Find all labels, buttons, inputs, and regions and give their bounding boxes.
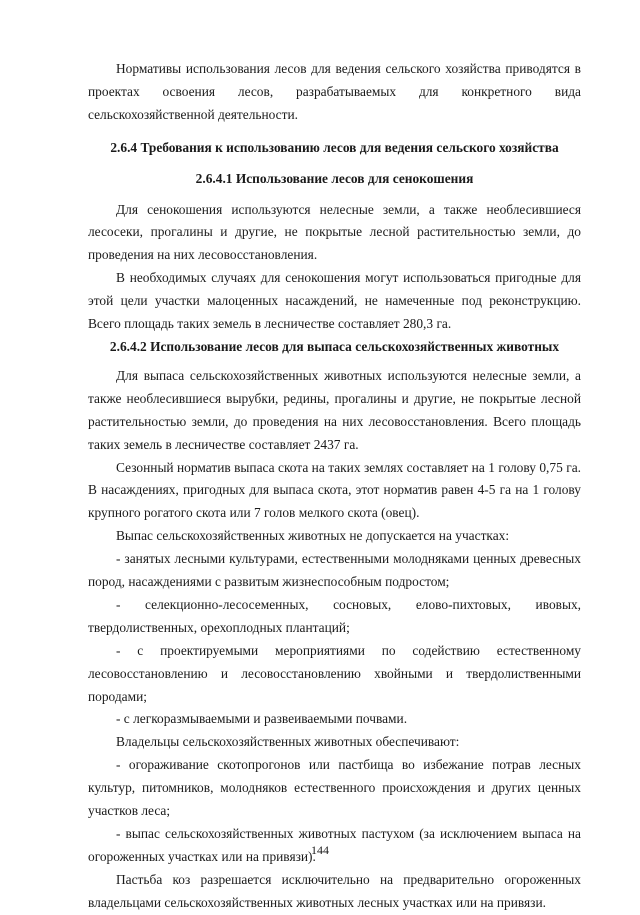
list-item: - занятых лесными культурами, естественными молодняками ценных древесных пород, насаждениями с развитым жизнеспособным подростом; — [88, 551, 581, 590]
hay-paragraph-2: В необходимых случаях для сенокошения могут использоваться пригодные для этой цели участки малоценных насаждений, не намеченные под реконструкцию. Всего площадь таких земель в лесничестве составляет 280,3 га. — [88, 270, 581, 332]
list-item: - огораживание скотопрогонов или пастбища во избежание потрав лесных культур, питомников, молодняков естественного происхождения и других ценных участков леса; — [88, 757, 581, 819]
hay-paragraph-1: Для сенокошения используются нелесные земли, а также необлесившиеся лесосеки, прогалины и другие, не покрытые лесной растительностью земли, до проведения на них лесовосстановления. — [88, 201, 581, 263]
list-item: - с легкоразмываемыми и развеиваемыми почвами. — [116, 711, 408, 727]
page-number: 144 — [311, 843, 329, 857]
list-item: - селекционно-лесосеменных, сосновых, елово-пихтовых, ивовых, твердолиственных, орехоплодных плантаций; — [88, 596, 581, 635]
section-heading-2-6-4: 2.6.4 Требования к использованию лесов для ведения сельского хозяйства — [110, 139, 559, 155]
document-page — [88, 58, 581, 915]
list-item: - с проектируемыми мероприятиями по содействию естественному лесовосстановлению и лесовосстановлению хвойными и твердолиственными породами; — [88, 642, 581, 704]
grazing-paragraph-1: Для выпаса сельскохозяйственных животных используются нелесные земли, а также необлесившиеся вырубки, редины, прогалины и другие, не покрытые лесной растительностью земли, до проведения на них лесовосстановления. Всего площадь таких земель в лесничестве составляет 2437 га. — [88, 367, 581, 452]
intro-paragraph: Нормативы использования лесов для ведения сельского хозяйства приводятся в проектах освоения лесов, разрабатываемых для конкретного вида сельскохозяйственной деятельности. — [88, 61, 581, 122]
list-item: - выпас сельскохозяйственных животных пастухом (за исключением выпаса на огороженных участках или на привязи). — [88, 826, 581, 864]
subsection-heading-2-6-4-2: 2.6.4.2 Использование лесов для выпаса сельскохозяйственных животных — [109, 338, 560, 354]
subsection-heading-2-6-4-1: 2.6.4.1 Использование лесов для сенокошения — [195, 170, 474, 186]
owners-paragraph: Владельцы сельскохозяйственных животных обеспечивают: — [116, 734, 460, 750]
goats-paragraph: Пастьба коз разрешается исключительно на предварительно огороженных владельцами сельскохозяйственных животных лесных участках или на привязи. — [88, 871, 581, 910]
grazing-paragraph-3: Выпас сельскохозяйственных животных не допускается на участках: — [116, 528, 510, 544]
grazing-paragraph-2: Сезонный норматив выпаса скота на таких землях составляет на 1 голову 0,75 га. В насаждениях, пригодных для выпаса скота, этот норматив равен 4-5 га на 1 голову крупного рогатого скота или 7 голов мелкого скота (овец). — [88, 459, 581, 521]
